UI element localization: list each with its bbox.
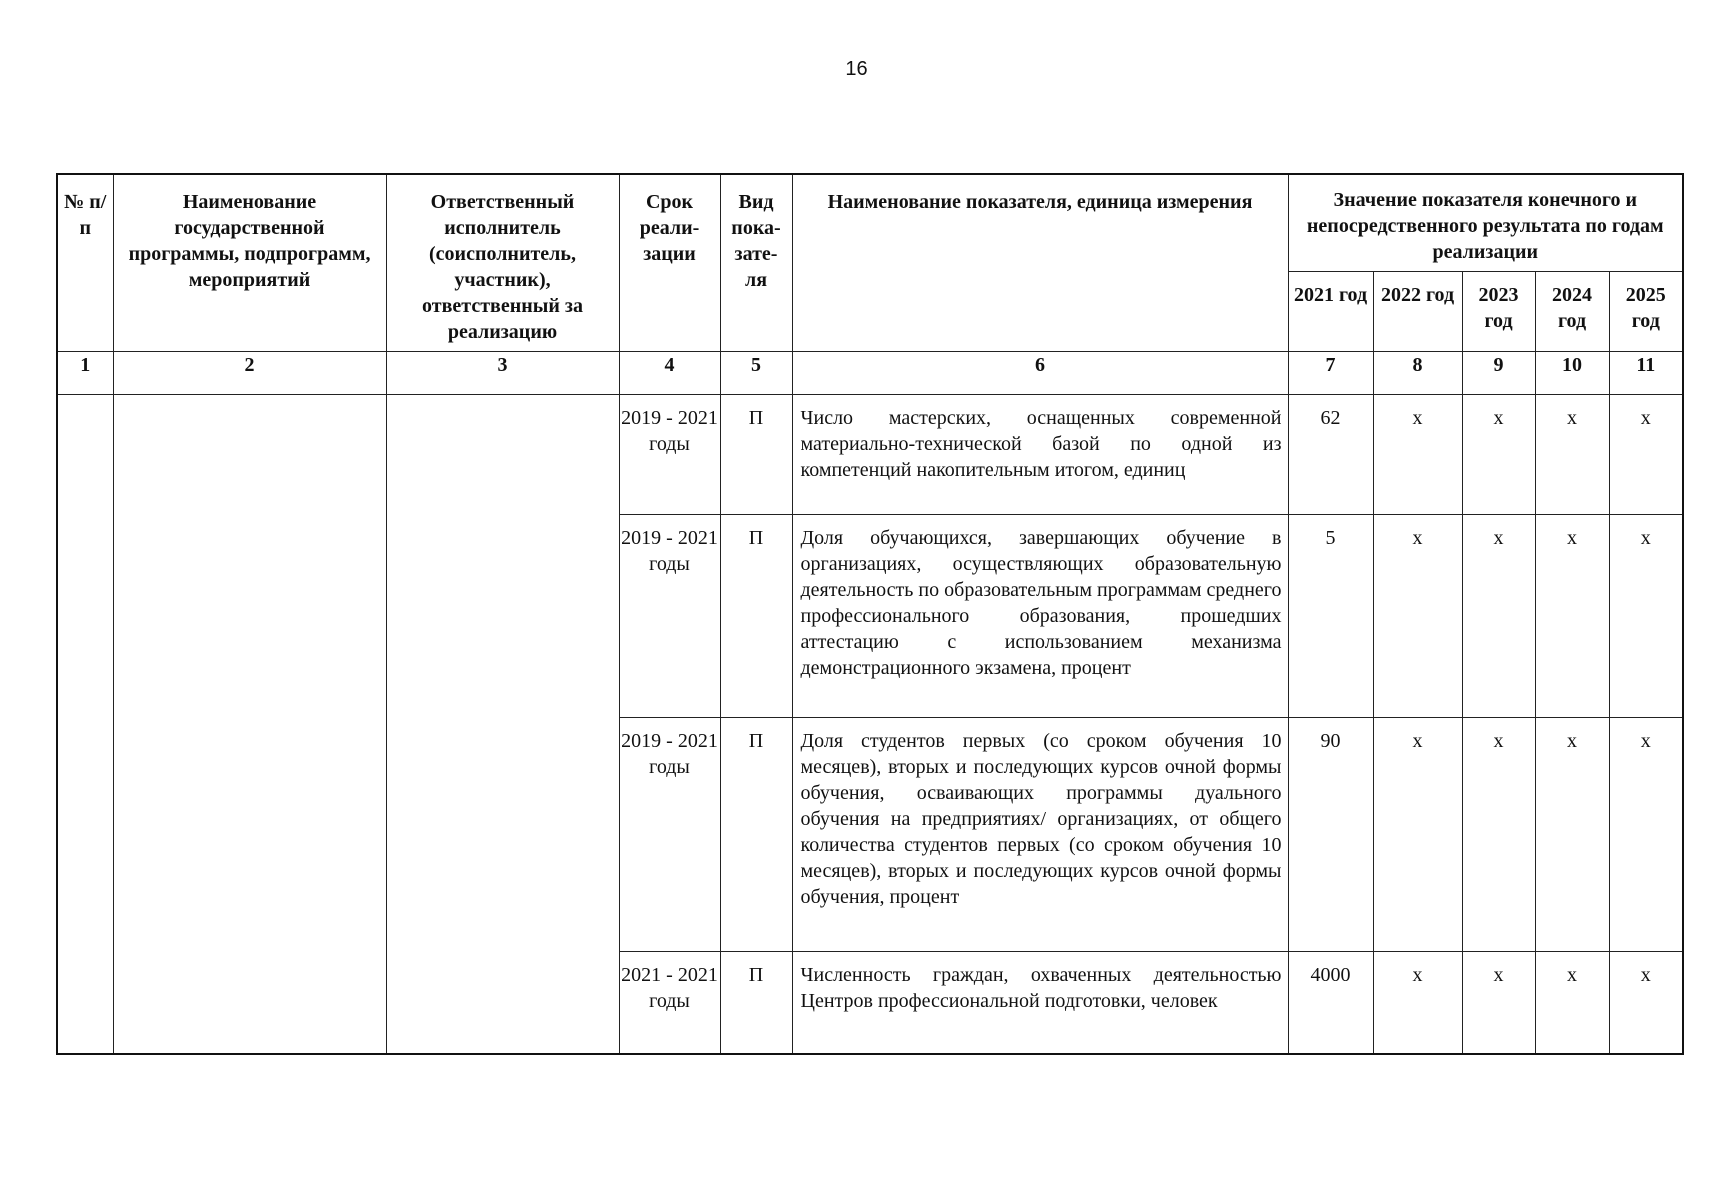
indicator-name-cell: Доля студентов первых (со сроком обучения 10 месяцев), вторых и последующих курсов очной формы обучения, осваивающих программы дуального обучения на предприятиях/ организациях, от общего количества студентов первых (со сроком обучения 10 месяцев), вторых и последующих курсов очной формы обучения, процент — [792, 718, 1288, 952]
value-2023: х — [1462, 395, 1535, 515]
value-2023: х — [1462, 515, 1535, 718]
term-cell: 2019 - 2021 годы — [619, 515, 720, 718]
indicator-name-cell: Число мастерских, оснащенных современной материально-технической базой по одной из компетенций накопительным итогом, единиц — [792, 395, 1288, 515]
value-2023: х — [1462, 952, 1535, 1054]
header-year-2022: 2022 год — [1373, 272, 1462, 352]
value-2024: х — [1535, 718, 1609, 952]
header-row-number: № п/п — [57, 174, 113, 352]
indicator-kind-cell: П — [720, 952, 792, 1054]
indicator-name-cell: Доля обучающихся, завершающих обучение в организациях, осуществляющих образовательную деятельность по образовательным программам среднего профессионального образования, прошедших аттестацию с использованием механизма демонстрационного экзамена, процент — [792, 515, 1288, 718]
indicator-kind-cell: П — [720, 395, 792, 515]
value-2022: х — [1373, 952, 1462, 1054]
value-2023: х — [1462, 718, 1535, 952]
value-2024: х — [1535, 395, 1609, 515]
page-number: 16 — [845, 58, 868, 80]
header-year-2025: 2025 год — [1609, 272, 1683, 352]
value-2022: х — [1373, 395, 1462, 515]
column-number: 9 — [1462, 352, 1535, 395]
value-2024: х — [1535, 515, 1609, 718]
header-program-name: Наименование государственной программы, подпрограмм, мероприятий — [113, 174, 386, 352]
value-2025: х — [1609, 395, 1683, 515]
column-number: 2 — [113, 352, 386, 395]
header-indicator-name: Наименование показателя, единица измерения — [792, 174, 1288, 352]
value-2022: х — [1373, 515, 1462, 718]
column-number: 11 — [1609, 352, 1683, 395]
column-number: 5 — [720, 352, 792, 395]
value-2024: х — [1535, 952, 1609, 1054]
responsible-cell — [386, 395, 619, 1054]
value-2021: 4000 — [1288, 952, 1373, 1054]
value-2021: 62 — [1288, 395, 1373, 515]
value-2025: х — [1609, 952, 1683, 1054]
header-responsible: Ответственный исполнитель (соисполнитель, участник), ответственный за реализацию — [386, 174, 619, 352]
indicators-table — [56, 173, 1684, 1055]
column-number: 6 — [792, 352, 1288, 395]
column-number: 10 — [1535, 352, 1609, 395]
column-number: 1 — [57, 352, 113, 395]
header-term: Срок реали-зации — [619, 174, 720, 352]
value-2025: х — [1609, 515, 1683, 718]
term-cell: 2019 - 2021 годы — [619, 395, 720, 515]
header-year-2023: 2023 год — [1462, 272, 1535, 352]
column-number: 8 — [1373, 352, 1462, 395]
column-number: 3 — [386, 352, 619, 395]
term-cell: 2021 - 2021 годы — [619, 952, 720, 1054]
indicator-name-cell: Численность граждан, охваченных деятельностью Центров профессиональной подготовки, человек — [792, 952, 1288, 1054]
value-2021: 5 — [1288, 515, 1373, 718]
value-2025: х — [1609, 718, 1683, 952]
value-2021: 90 — [1288, 718, 1373, 952]
header-year-2021: 2021 год — [1288, 272, 1373, 352]
column-number: 4 — [619, 352, 720, 395]
term-cell: 2019 - 2021 годы — [619, 718, 720, 952]
header-indicator-kind: Вид пока-зате-ля — [720, 174, 792, 352]
header-values-group: Значение показателя конечного и непосредственного результата по годам реализации — [1288, 174, 1683, 272]
column-number: 7 — [1288, 352, 1373, 395]
indicator-kind-cell: П — [720, 718, 792, 952]
table-row — [57, 395, 1683, 515]
row-number-cell — [57, 395, 113, 1054]
value-2022: х — [1373, 718, 1462, 952]
column-number-row — [57, 352, 1683, 395]
program-name-cell — [113, 395, 386, 1054]
indicator-kind-cell: П — [720, 515, 792, 718]
header-year-2024: 2024 год — [1535, 272, 1609, 352]
